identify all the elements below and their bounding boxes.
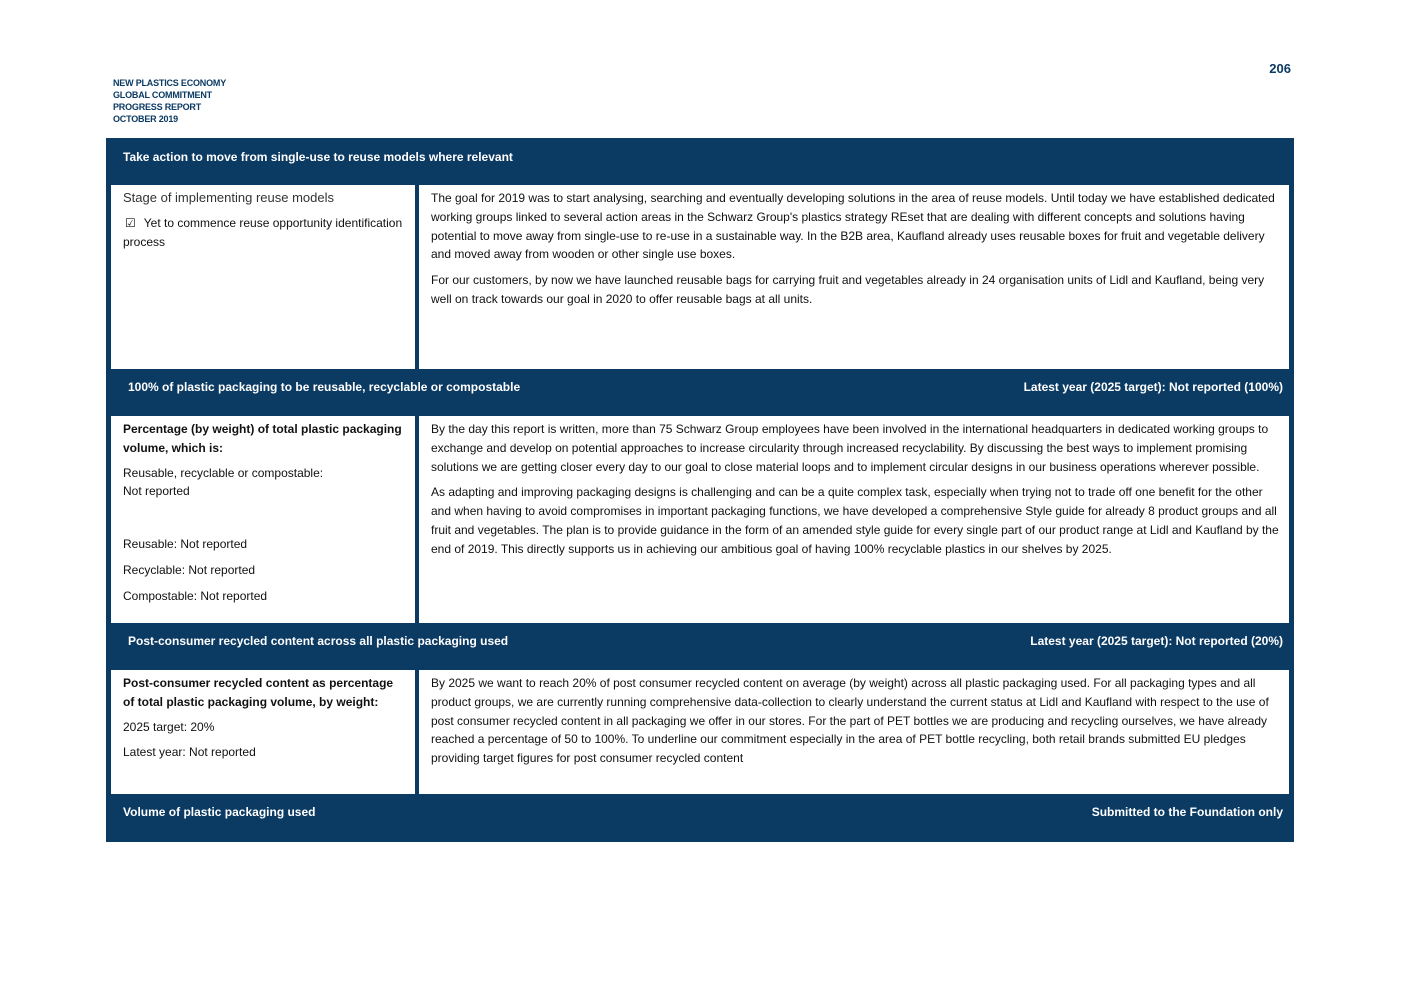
reuse-stage-status [123,214,407,252]
recyclable-section-title: 100% of plastic packaging to be reusable, recyclable or compostable [128,380,521,394]
reuse-stage-value: Yet to commence reuse opportunity identification process [123,215,403,249]
commitments-table [106,138,1294,842]
recycled-metric-label: Post-consumer recycled content as percentage of total plastic packaging volume, by weight: [123,676,394,709]
reusable-value: Reusable: Not reported [123,537,248,552]
header-line-1: NEW PLASTICS ECONOMY [113,78,227,88]
recyclable-metric-label: Percentage (by weight) of total plastic packaging volume, which is: [123,422,402,455]
reuse-narrative-cell [419,185,1289,369]
reuse-paragraph-1: The goal for 2019 was to start analysing, searching and eventually developing solutions in the area of reuse models. Until today we have established dedicated working groups linked to several action areas in the Schwarz Group's plastics strategy REset that are dealing with different concepts and solutions having potential to move away from single-use to re-use in a sustainable way. In the B2B area, Kaufland already uses reusable boxes for fruit and vegetable delivery and moved away from wooden or other single use boxes. [431,191,1275,262]
recyclable-combined-value: Not reported [123,484,190,499]
reuse-stage-cell [111,185,415,369]
recyclable-narrative-cell [419,416,1289,623]
recyclable-metrics-cell [111,416,415,623]
reuse-paragraph-2: For our customers, by now we have launched reusable bags for carrying fruit and vegetables already in 24 organisation units of Lidl and Kaufland, being very well on track towards our goal in 2020 to offer reusable bags at all units. [431,273,1265,306]
recyclable-status: Latest year (2025 target): Not reported (100%) [1023,380,1283,394]
recyclable-paragraph-2: As adapting and improving packaging designs is challenging and can be a quite complex task, especially when trying not to trade off one benefit for the other and when having to avoid compromises in important packaging functions, we have developed a comprehensive Style guide for already 8 product groups and all fruit and vegetables. The plan is to provide guidance in the form of an amended style guide for every single part of our product range at Lidl and Kaufland by the end of 2019. This directly supports us in achieving our ambitious goal of having 100% recyclable plastics in our shelves by 2025. [431,485,1279,556]
header-line-3: PROGRESS REPORT [113,102,202,112]
reuse-section-title: Take action to move from single-use to reuse models where relevant [123,150,513,164]
recycled-section-title: Post-consumer recycled content across all plastic packaging used [128,634,509,648]
checkbox-checked-icon: ☑ [125,215,136,230]
recycled-target: 2025 target: 20% [123,719,215,734]
recyclable-value: Recyclable: Not reported [123,562,256,577]
recyclable-combined-label: Reusable, recyclable or compostable: [123,465,324,480]
recycled-status: Latest year (2025 target): Not reported (20%) [1030,634,1283,648]
header-line-2: GLOBAL COMMITMENT [113,90,212,100]
volume-status: Submitted to the Foundation only [1091,805,1283,819]
recycled-paragraph: By 2025 we want to reach 20% of post consumer recycled content on average (by weight) across all plastic packaging used. For all packaging types and all product groups, we are currently running comprehensive data-collection to clearly understand the current status at Lidl and Kaufland with respect to the use of post consumer recycled content in all packaging we offer in our stores. For the part of PET bottles we are producing and recycling ourselves, we have already reached a percentage of 50 to 100%. To underline our commitment especially in the area of PET bottle recycling, both retail brands submitted EU pledges providing target figures for post consumer recycled content [431,676,1269,766]
compostable-value: Compostable: Not reported [123,588,268,603]
report-header [113,77,226,125]
recyclable-paragraph-1: By the day this report is written, more than 75 Schwarz Group employees have been involved in the international headquarters in dedicated working groups to exchange and develop on potential approaches to increase circularity through increased recyclability. By discussing the best ways to implement promising solutions we are getting closer every day to our goal to close material loops and to implement circular designs in our business operations wherever possible. [431,422,1269,474]
header-line-4: OCTOBER 2019 [113,114,178,124]
recycled-latest: Latest year: Not reported [123,745,256,760]
volume-section-title: Volume of plastic packaging used [123,805,316,819]
recycled-metrics-cell [111,670,415,794]
recycled-narrative-cell [419,670,1289,794]
reuse-stage-label: Stage of implementing reuse models [123,190,335,205]
page-number: 206 [1269,61,1291,76]
